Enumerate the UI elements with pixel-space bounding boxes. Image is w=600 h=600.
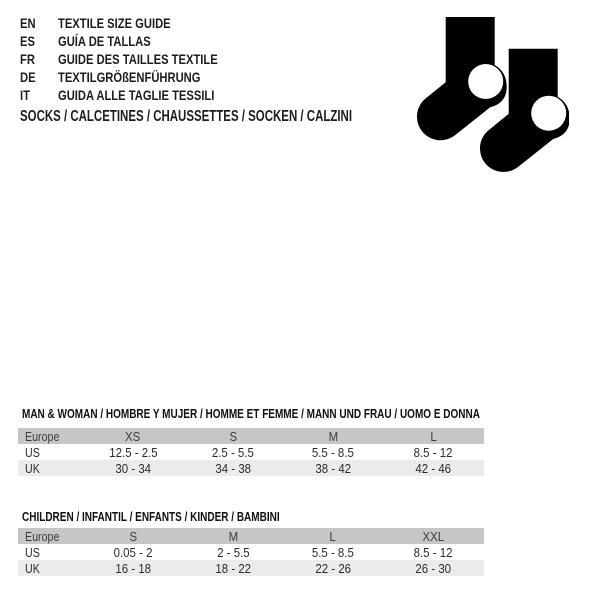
row-label: UK (18, 560, 83, 576)
table-header-row (18, 428, 484, 444)
size-cell: 5.5 - 8.5 (312, 444, 354, 460)
column-header: M (183, 528, 283, 544)
table-header-row (18, 528, 484, 544)
language-list (20, 14, 258, 104)
size-cell: 34 - 38 (183, 460, 283, 476)
column-header: L (283, 528, 383, 544)
column-header: Europe (18, 428, 83, 444)
size-cell: 8.5 - 12 (414, 544, 453, 560)
language-code: FR (20, 51, 35, 67)
table-row-us (18, 444, 484, 460)
size-cell: 5.5 - 8.5 (312, 544, 354, 560)
column-header: M (283, 428, 383, 444)
row-label: UK (18, 460, 83, 476)
size-table-grid (18, 428, 484, 476)
size-cell: 2 - 5.5 (216, 544, 250, 560)
table-row-uk (18, 460, 484, 476)
size-cell: 22 - 26 (283, 560, 383, 576)
size-cell: 42 - 46 (383, 460, 484, 476)
column-header: Europe (18, 528, 83, 544)
language-row-es (20, 32, 258, 50)
table-row-us (18, 544, 484, 560)
column-header: L (383, 428, 484, 444)
size-cell: 16 - 18 (83, 560, 183, 576)
language-label: TEXTILGRÖßENFÜHRUNG (58, 69, 201, 85)
size-cell: 18 - 22 (183, 560, 283, 576)
column-header: S (83, 528, 183, 544)
language-label: GUÍA DE TALLAS (58, 33, 151, 49)
size-cell: 12.5 - 2.5 (108, 444, 158, 460)
row-label: US (25, 544, 40, 560)
table-title: CHILDREN / INFANTIL / ENFANTS / KINDER / BAMBINI (22, 510, 280, 524)
column-header: S (183, 428, 283, 444)
column-header: XXL (383, 528, 484, 544)
size-table-man-woman (18, 407, 484, 476)
language-row-de (20, 68, 258, 86)
size-cell: 2.5 - 5.5 (212, 444, 254, 460)
language-label: GUIDE DES TAILLES TEXTILE (58, 51, 218, 67)
table-row-uk (18, 560, 484, 576)
language-row-it (20, 86, 258, 104)
column-header: XS (83, 428, 183, 444)
language-code: DE (20, 69, 36, 85)
language-code: ES (20, 33, 35, 49)
table-title: MAN & WOMAN / HOMBRE Y MUJER / HOMME ET FEMME / MANN UND FRAU / UOMO E DONNA (22, 407, 480, 421)
language-label: GUIDA ALLE TAGLIE TESSILI (58, 87, 215, 103)
size-cell: 8.5 - 12 (414, 444, 453, 460)
language-row-en (20, 14, 258, 32)
sock-left (417, 17, 507, 140)
language-code: IT (20, 87, 30, 103)
language-label: TEXTILE SIZE GUIDE (58, 15, 171, 31)
size-cell: 38 - 42 (283, 460, 383, 476)
row-label: US (25, 444, 40, 460)
size-table-children (18, 510, 484, 576)
size-cell: 26 - 30 (383, 560, 484, 576)
socks-icon (417, 17, 569, 173)
size-cell: 30 - 34 (83, 460, 183, 476)
language-row-fr (20, 50, 258, 68)
language-code: EN (20, 15, 36, 31)
size-cell: 0.05 - 2 (113, 544, 153, 560)
size-table-grid (18, 528, 484, 576)
category-line: SOCKS / CALCETINES / CHAUSSETTES / SOCKEN / CALZINI (20, 108, 353, 125)
